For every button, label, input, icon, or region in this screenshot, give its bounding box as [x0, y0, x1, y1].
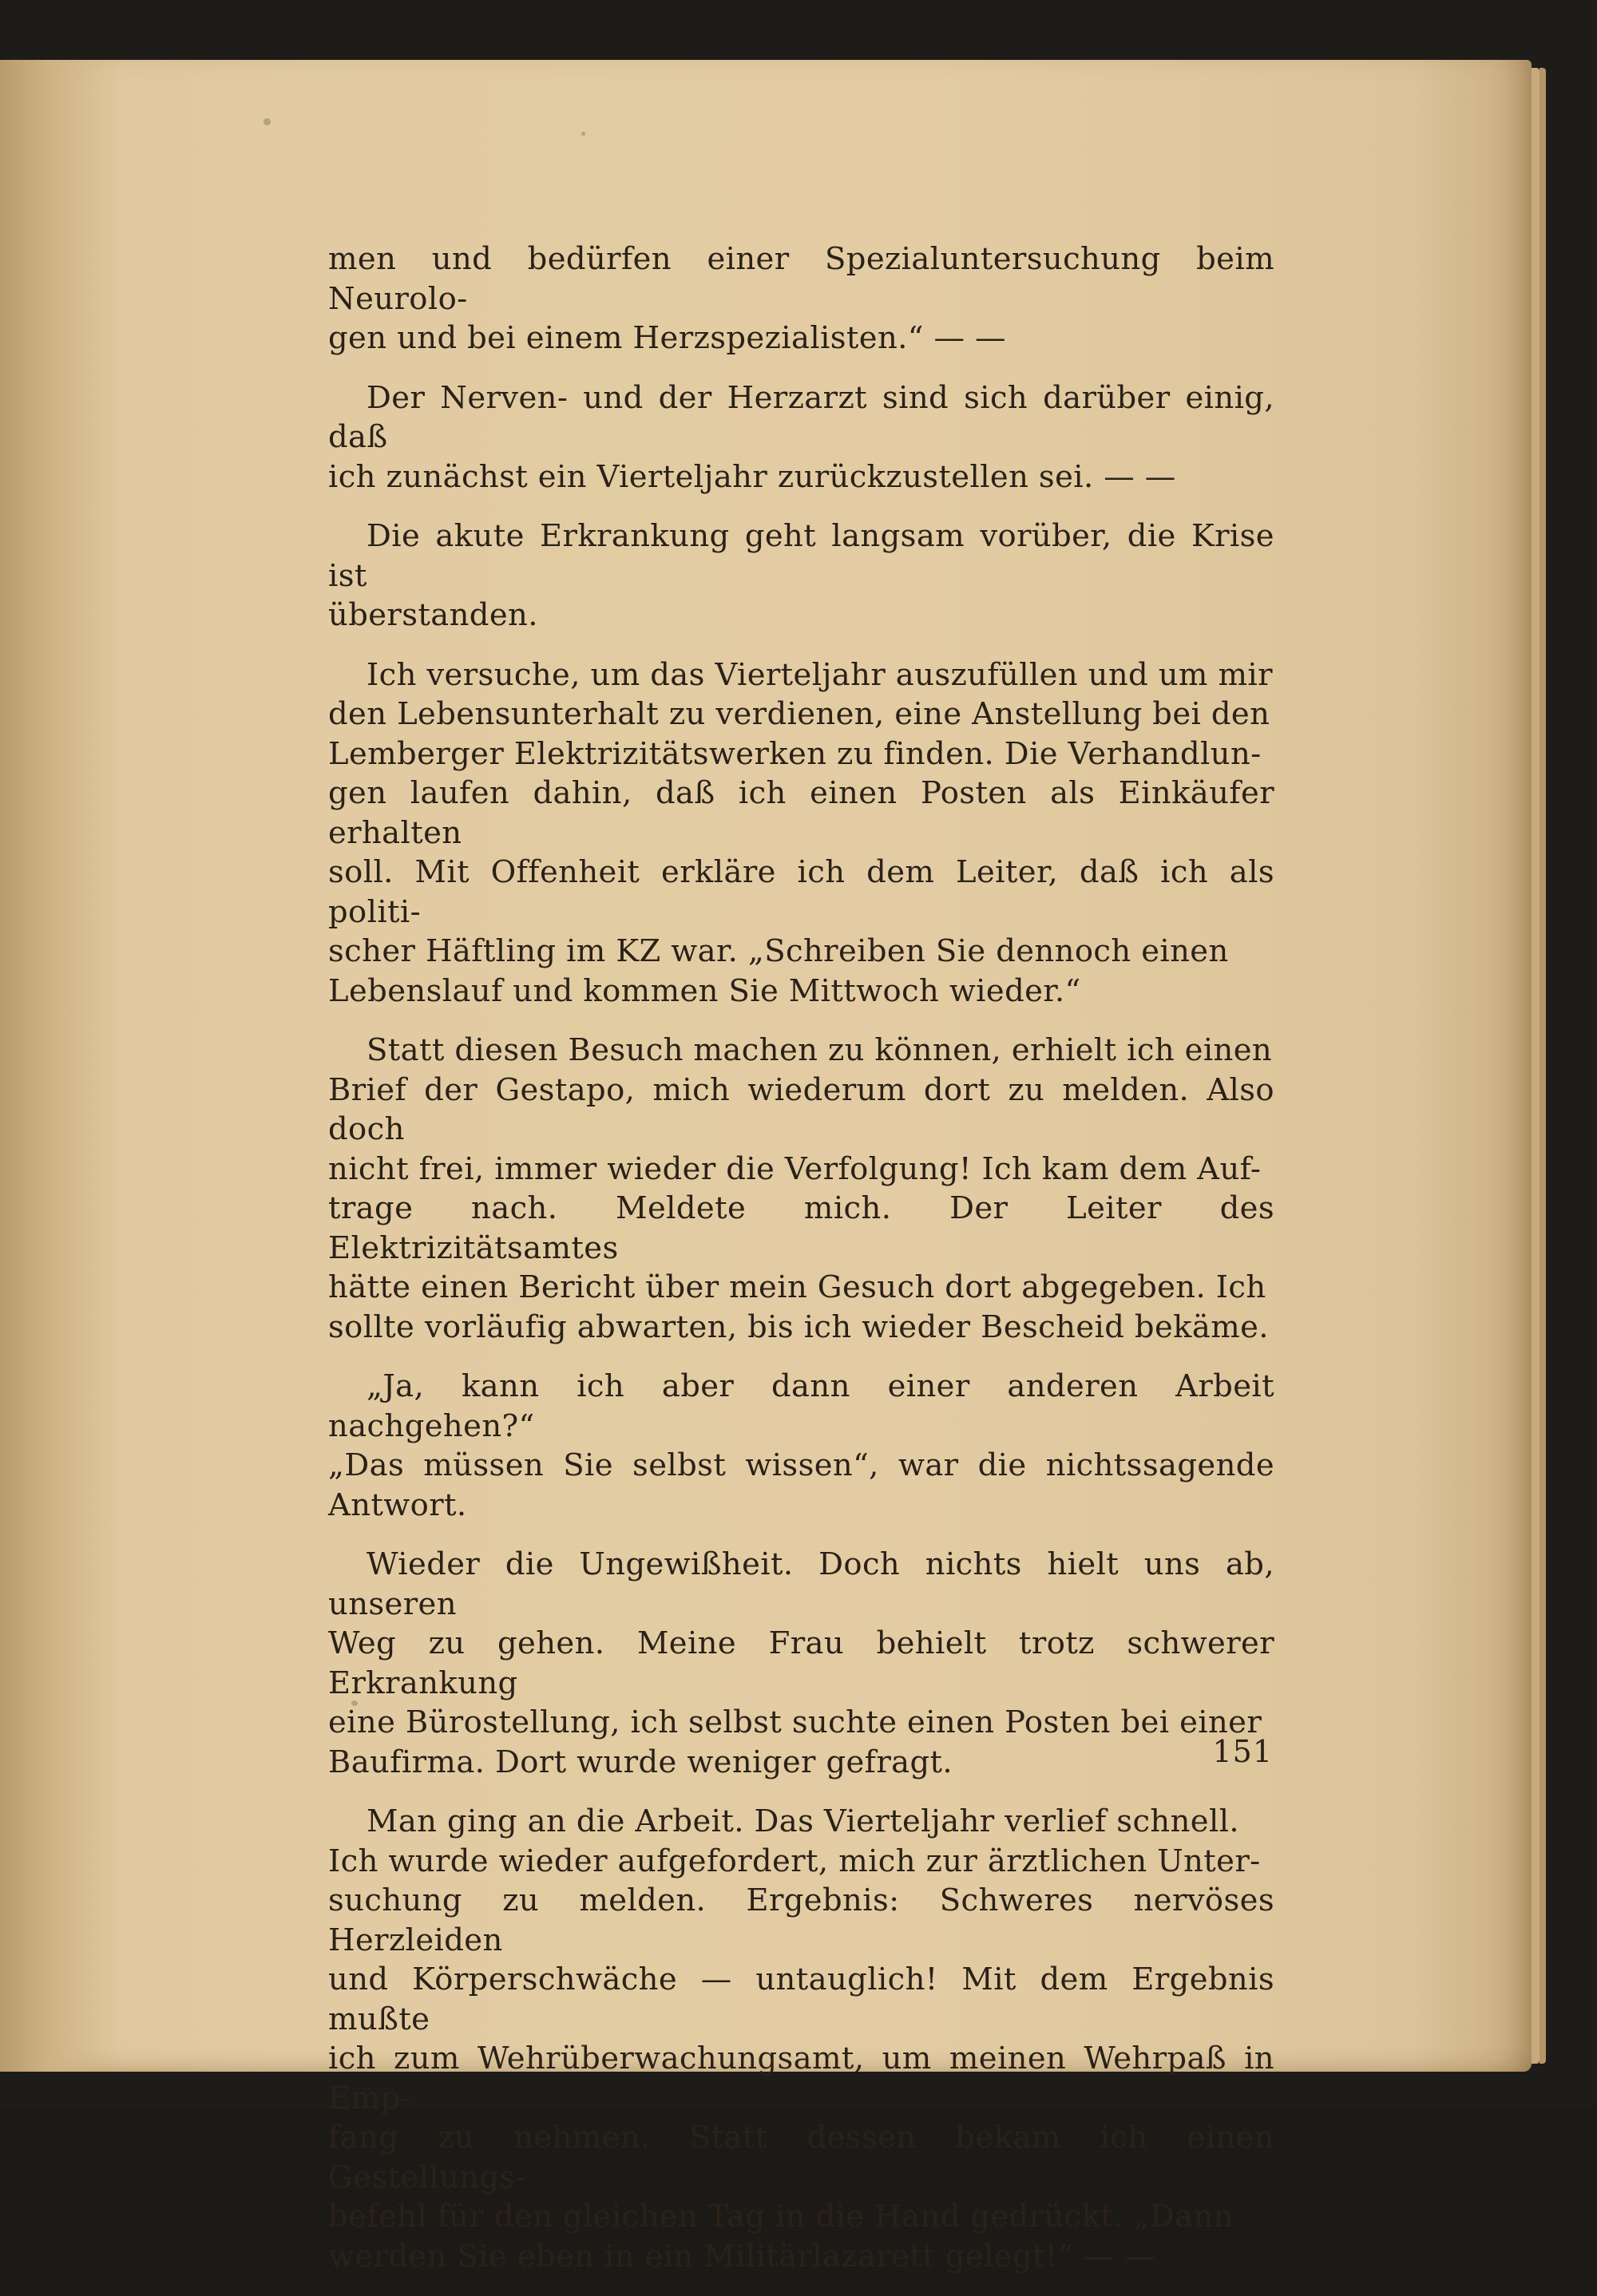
page-gutter	[0, 60, 120, 2072]
paragraph: men und bedürfen einer Spezialuntersuchung beim Neurolo- gen und bei einem Herzspezialisten.“ — —	[328, 241, 1274, 356]
paragraph: Ich versuche, um das Vierteljahr auszufüllen und um mir den Lebensunterhalt zu verdienen, eine Anstellung bei den Lemberger Elektrizitätswerken zu finden. Die Verhandlun- gen laufen dahin, daß ich einen Posten als Einkäufer erhalten soll. Mit Offenheit erkläre ich dem Leiter, daß ich als politi- scher Häftling im KZ war. „Schreiben Sie dennoch einen Lebenslauf und kommen Sie Mittwoch wieder.“	[328, 656, 1274, 1009]
page-edge-back	[1540, 68, 1546, 2064]
page-number: 151	[1212, 1734, 1273, 1769]
page-edge	[1532, 68, 1540, 2064]
paper-speck	[264, 118, 271, 125]
paragraph: Man ging an die Arbeit. Das Vierteljahr verlief schnell. Ich wurde wieder aufgefordert, mich zur ärztlichen Unter- suchung zu melden. Ergebnis: Schweres nervöses Herzleiden und Körperschwäche — untauglich! Mit dem Ergebnis mußte ich zum Wehrüberwachungsamt, um meinen Wehrpaß in Emp- fang zu nehmen. Statt dessen bekam ich einen Gestellungs- befehl für den gleichen Tag in die Hand gedrückt. „Dann werden Sie eben in ein Militärlazarett gelegt!“ — —	[328, 1803, 1274, 2274]
paragraph: Der Nerven- und der Herzarzt sind sich darüber einig, daß ich zunächst ein Vierteljahr zurückzustellen sei. — —	[328, 379, 1274, 495]
paragraph: Wieder die Ungewißheit. Doch nichts hielt uns ab, unseren Weg zu gehen. Meine Frau behielt trotz schwerer Erkrankung eine Bürostellung, ich selbst suchte einen Posten bei einer Baufirma. Dort wurde weniger gefragt.	[328, 1546, 1274, 1780]
paragraph: Die akute Erkrankung geht langsam vorüber, die Krise ist überstanden.	[328, 518, 1274, 633]
body-text	[328, 239, 1274, 2296]
paragraph: „Ja, kann ich aber dann einer anderen Arbeit nachgehen?“ „Das müssen Sie selbst wissen“, war die nichtssagende Antwort.	[328, 1368, 1274, 1523]
paper-speck	[581, 132, 585, 136]
paragraph: Statt diesen Besuch machen zu können, erhielt ich einen Brief der Gestapo, mich wiederum dort zu melden. Also doch nicht frei, immer wieder die Verfolgung! Ich kam dem Auf- trage nach. Meldete mich. Der Leiter des Elektrizitätsamtes hätte einen Bericht über mein Gesuch dort abgegeben. Ich sollte vorläufig abwarten, bis ich wieder Bescheid bekäme.	[328, 1032, 1274, 1345]
